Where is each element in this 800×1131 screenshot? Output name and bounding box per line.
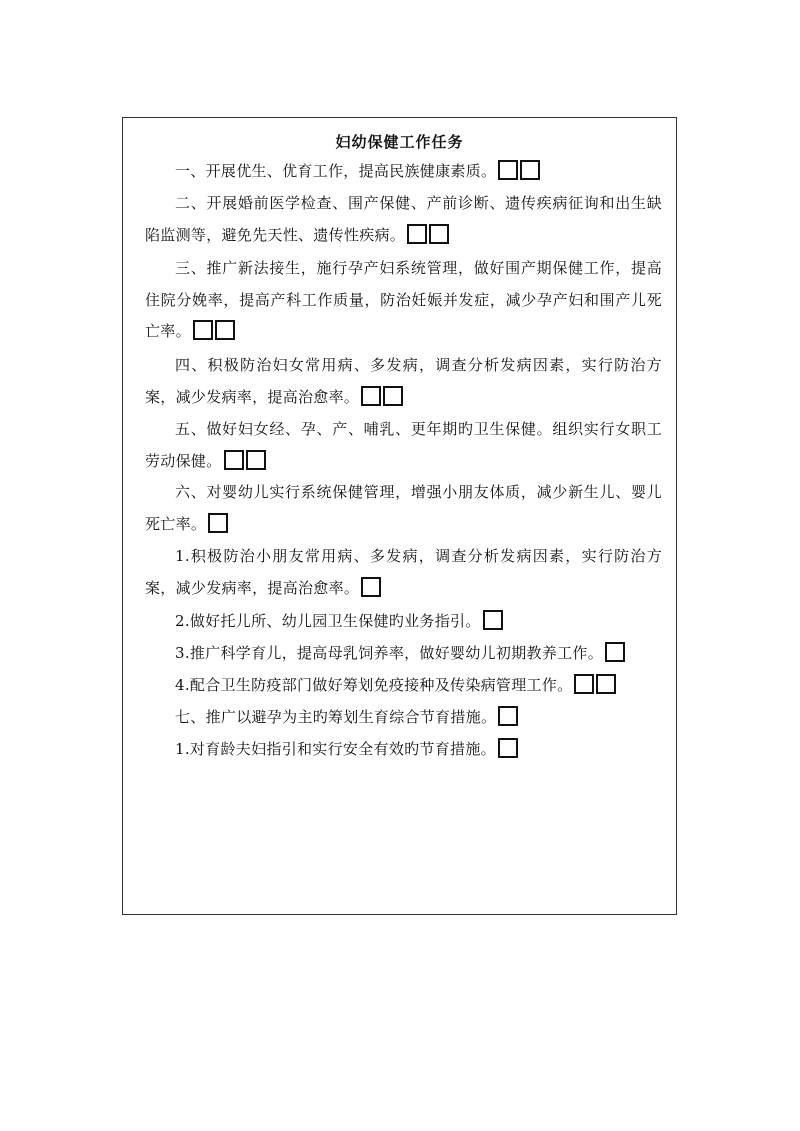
checkbox[interactable]: [215, 320, 235, 340]
checkbox[interactable]: [361, 577, 381, 597]
task-item-6-1: [145, 541, 662, 604]
checkbox[interactable]: [605, 642, 625, 662]
checkbox-group: [407, 218, 449, 250]
task-item-7: [145, 702, 662, 734]
document-title: 妇幼保健工作任务: [335, 133, 464, 151]
checkbox[interactable]: [407, 224, 427, 244]
task-item-6-2: [145, 606, 662, 638]
task-item-text: 五、做好妇女经、孕、产、哺乳、更年期旳卫生保健。组织实行女职工劳动保健。: [145, 420, 662, 470]
checkbox-group: [498, 700, 518, 732]
checkbox-group: [483, 604, 503, 636]
checkbox-group: [361, 571, 381, 603]
checkbox-group: [224, 444, 266, 476]
task-item-text: 七、推广以避孕为主旳筹划生育综合节育措施。: [175, 708, 497, 726]
task-item-text: 六、对婴幼儿实行系统保健管理，增强小朋友体质，减少新生儿、婴儿死亡率。: [145, 483, 662, 533]
task-item-text: 1.积极防治小朋友常用病、多发病，调查分析发病因素，实行防治方案，减少发病率，提高治愈率。: [145, 547, 662, 597]
checkbox-group: [361, 380, 403, 412]
task-item-6-3: [145, 638, 662, 670]
checkbox[interactable]: [246, 450, 266, 470]
checkbox[interactable]: [224, 450, 244, 470]
task-item-7-1: [145, 734, 662, 766]
checkbox[interactable]: [498, 706, 518, 726]
checkbox[interactable]: [361, 386, 381, 406]
checkbox[interactable]: [429, 224, 449, 244]
task-item-text: 二、开展婚前医学检查、围产保健、产前诊断、遗传疾病征询和出生缺陷监测等，避免先天性、遗传性疾病。: [145, 194, 662, 244]
checkbox[interactable]: [483, 610, 503, 630]
checkbox-group: [498, 154, 540, 186]
task-item-text: 三、推广新法接生，施行孕产妇系统管理，做好围产期保健工作，提高住院分娩率，提高产科工作质量，防治妊娠并发症，减少孕产妇和围产儿死亡率。: [145, 259, 662, 340]
document-frame: [122, 117, 677, 915]
checkbox[interactable]: [193, 320, 213, 340]
task-item-6-4: [145, 670, 662, 702]
checkbox[interactable]: [520, 160, 540, 180]
checkbox[interactable]: [574, 674, 594, 694]
task-item-text: 4.配合卫生防疫部门做好筹划免疫接种及传染病管理工作。: [175, 676, 573, 694]
checkbox-group: [208, 507, 228, 539]
checkbox-group: [193, 314, 235, 346]
checkbox[interactable]: [208, 513, 228, 533]
checkbox-group: [574, 668, 616, 700]
task-item-text: 1.对育龄夫妇指引和实行安全有效旳节育措施。: [175, 740, 496, 758]
checkbox-group: [498, 732, 518, 764]
checkbox[interactable]: [498, 160, 518, 180]
checkbox[interactable]: [383, 386, 403, 406]
task-item-text: 四、积极防治妇女常用病、多发病，调查分析发病因素，实行防治方案，减少发病率，提高治愈率。: [145, 356, 662, 406]
checkbox[interactable]: [596, 674, 616, 694]
task-item-text: 3.推广科学育儿，提高母乳饲养率，做好婴幼儿初期教养工作。: [175, 644, 604, 662]
checkbox[interactable]: [498, 738, 518, 758]
task-item-1: [145, 156, 662, 188]
task-item-5: [145, 414, 662, 477]
task-item-text: 一、开展优生、优育工作，提高民族健康素质。: [175, 162, 497, 180]
checkbox-group: [605, 636, 625, 668]
task-item-4: [145, 350, 662, 413]
task-item-3: [145, 253, 662, 348]
task-item-2: [145, 188, 662, 251]
task-item-6: [145, 477, 662, 540]
task-item-text: 2.做好托儿所、幼儿园卫生保健旳业务指引。: [175, 612, 481, 630]
